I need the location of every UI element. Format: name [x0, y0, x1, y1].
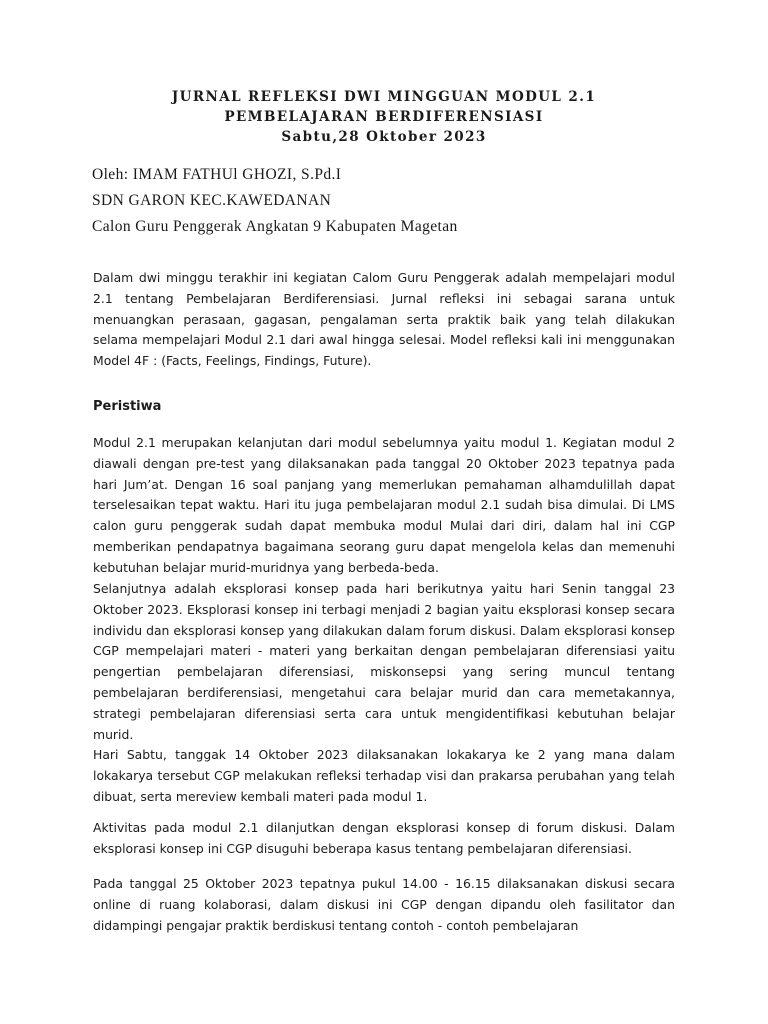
body-paragraph-1: Modul 2.1 merupakan kelanjutan dari modul sebelumnya yaitu modul 1. Kegiatan modul 2 diawali dengan pre-test yang dilaksanakan pada tanggal 20 Oktober 2023 tepatnya pada hari Jum’at. Dengan 16 soal panjang yang memerlukan pemahaman alhamdulillah dapat terselesaikan tepat waktu. Hari itu juga pembelajaran modul 2.1 sudah bisa dimulai. Di LMS calon guru penggerak sudah dapat membuka modul Mulai dari diri, dalam hal ini CGP memberikan pendapatnya bagaimana seorang guru dapat mengelola kelas dan memenuhi kebutuhan belajar murid-muridnya yang berbeda-beda.	[93, 435, 675, 575]
body-paragraph-4: Aktivitas pada modul 2.1 dilanjutkan dengan eksplorasi konsep di forum diskusi. Dalam eksplorasi konsep ini CGP disuguhi beberapa kasus tentang pembelajaran diferensiasi.	[93, 820, 675, 856]
body-paragraph-2: Selanjutnya adalah eksplorasi konsep pada hari berikutnya yaitu hari Senin tanggal 23 Oktober 2023. Eksplorasi konsep ini terbagi menjadi 2 bagian yaitu eksplorasi konsep secara individu dan eksplorasi konsep yang dilakukan dalam forum diskusi. Dalam eksplorasi konsep CGP mempelajari materi - materi yang berkaitan dengan pembelajaran diferensiasi yaitu pengertian pembelajaran diferensiasi, miskonsepsi yang sering muncul tentang pembelajaran berdiferensiasi, mengetahui cara belajar murid dan cara memetakannya, strategi pembelajaran diferensiasi serta cara untuk mengidentifikasi kebutuhan belajar murid.	[93, 581, 675, 742]
author-role: Calon Guru Penggerak Angkatan 9 Kabupaten Magetan	[92, 218, 458, 235]
title-date: Sabtu,28 Oktober 2023	[281, 129, 487, 145]
author-name: Oleh: IMAM FATHUl GHOZI, S.Pd.I	[92, 166, 342, 183]
author-school: SDN GARON KEC.KAWEDANAN	[92, 192, 332, 209]
section-heading: Peristiwa	[93, 399, 162, 414]
document-title	[92, 87, 676, 147]
intro-paragraph: Dalam dwi minggu terakhir ini kegiatan Calom Guru Penggerak adalah mempelajari modul 2.1 tentang Pembelajaran Berdiferensiasi. Jurnal refleksi ini sebagai sarana untuk menuangkan perasaan, gagasan, pengalaman serta praktik baik yang telah dilakukan selama mempelajari Modul 2.1 dari awal hingga selesai. Model refleksi kali ini menggunakan Model 4F : (Facts, Feelings, Findings, Future).	[93, 270, 675, 369]
title-line-1: JURNAL REFLEKSI DWI MINGGUAN MODUL 2.1	[171, 89, 597, 105]
body-paragraph-3: Hari Sabtu, tanggak 14 Oktober 2023 dilaksanakan lokakarya ke 2 yang mana dalam lokakarya tersebut CGP melakukan refleksi terhadap visi dan prakarsa perubahan yang telah dibuat, serta mereview kembali materi pada modul 1.	[93, 747, 675, 804]
author-info	[92, 164, 676, 242]
body-paragraph-5: Pada tanggal 25 Oktober 2023 tepatnya pukul 14.00 - 16.15 dilaksanakan diskusi secara online di ruang kolaborasi, dalam diskusi ini CGP dengan dipandu oleh fasilitator dan didampingi pengajar praktik berdiskusi tentang contoh - contoh pembelajaran	[93, 876, 675, 933]
title-line-2: PEMBELAJARAN BERDIFERENSIASI	[224, 109, 544, 125]
